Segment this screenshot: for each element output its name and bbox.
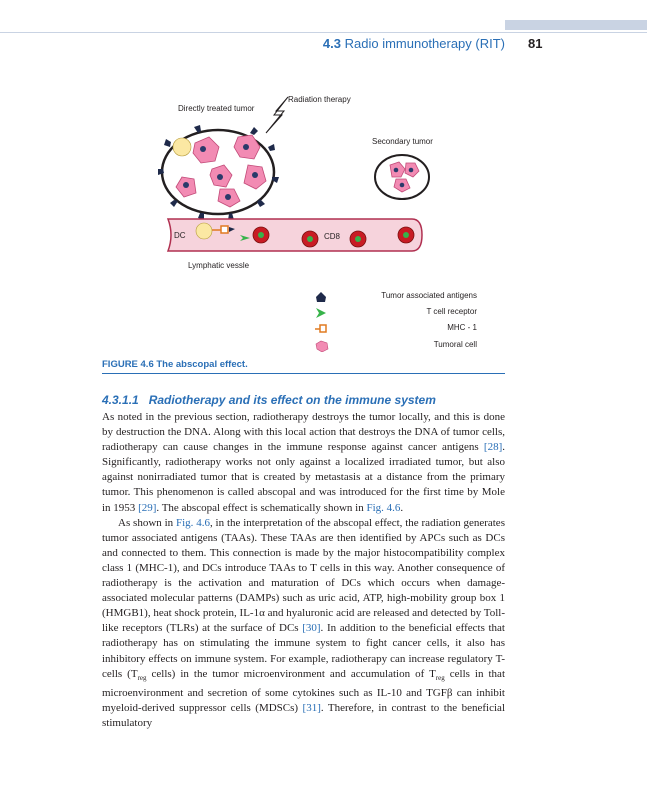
caption-rule (102, 373, 505, 374)
ref-29-link[interactable]: [29] (138, 501, 157, 514)
running-head-title: Radio immunotherapy (RIT) (344, 36, 505, 51)
label-cd8: CD8 (324, 232, 341, 241)
p2-text-f: . Therefore, in contrast to the beneficial stimulatory (102, 701, 505, 730)
ref-31-link[interactable]: [31] (302, 701, 321, 714)
header-rule (0, 32, 647, 33)
legend-label-mhc: MHC - 1 (447, 323, 477, 332)
running-head-number: 4.3 (322, 36, 341, 51)
paragraph-2 (102, 516, 505, 732)
p1-text-a: As noted in the previous section, radiotherapy destroys the tumor locally, and this is done by destruction the DNA. Along with this local action that destroys the DNA of tumor cells, radiotherapy can cause changes in the immune response against cancer antigens (102, 411, 505, 454)
legend-row-tumor (315, 340, 505, 354)
legend-row-mhc (315, 323, 505, 337)
legend-label-receptor: T cell receptor (426, 307, 477, 316)
section-number: 4.3.1.1 (102, 393, 139, 407)
p2-text-b: , in the interpretation of the abscopal effect, the radiation generates tumor associated antigens (TAAs). These TAAs are then identified by APCs such as DCs and connected to them. This connection is made by the major histocompatibility complex class 1 (MHC-1), and DCs introduce TAAs to T cells in this way. Another consequence of radiotherapy is the activation and maturation of DCs which occurs when damage-associated molecular patterns (DAMPs) such as uric acid, ATP, high-mobility group box 1 (HMGB1), heat shock protein, IL-1α and hyaluronic acid are released and detected by Toll-like receptors (TLRs) at the surface of DCs (102, 516, 505, 635)
figure-caption: FIGURE 4.6 The abscopal effect. (102, 359, 248, 370)
legend-row-receptor (315, 307, 505, 321)
radiation-bolt (266, 97, 288, 133)
abscopal-figure (100, 85, 520, 360)
tumor-cell-icon (315, 340, 329, 352)
label-radiation: Radiation therapy (288, 95, 351, 104)
p1-text-b: . Significantly, radiotherapy works not only against a localized irradiated tumor, but also against nonirradiated tumor that is created by metastasis at a distance from the primary tumor. This phenomenon is called abscopal and was introduced for the first time by Mole in 1953 (102, 441, 505, 514)
p2-text-a: As shown in (118, 516, 176, 529)
p2-text-d: cells) in the tumor microenvironment and accumulation of T (146, 667, 436, 680)
antigen-icon (315, 291, 327, 303)
section-heading (102, 393, 436, 407)
header-accent-bar (505, 20, 647, 30)
dying-cell (173, 138, 191, 156)
receptor-icon (315, 307, 327, 319)
p1-text-c: . The abscopal effect is schematically shown in (156, 501, 367, 514)
label-lymphatic: Lymphatic vessle (188, 261, 250, 270)
label-dc: DC (174, 231, 186, 240)
page-number: 81 (528, 36, 543, 51)
treg-subscript-2: reg (435, 673, 445, 682)
running-head (300, 36, 505, 51)
ref-30-link[interactable]: [30] (302, 622, 321, 635)
body-text (102, 410, 505, 731)
p2-text-e: cells in that microenvironment and secretion of some cytokines such as IL-10 and TGFβ can inhibit myeloid-derived suppressor cells (MDSCs) (102, 667, 505, 714)
section-title: Radiotherapy and its effect on the immune system (148, 393, 436, 407)
treg-subscript: reg (137, 673, 147, 682)
label-directly-treated: Directly treated tumor (178, 104, 255, 113)
ref-28-link[interactable]: [28] (483, 441, 503, 454)
fig-4-6-link-2[interactable]: Fig. 4.6 (175, 516, 210, 529)
fig-4-6-link[interactable]: Fig. 4.6 (366, 501, 401, 514)
p1-text-d: . (400, 501, 404, 514)
legend-row-antigens (315, 291, 505, 305)
label-secondary: Secondary tumor (372, 137, 433, 146)
paragraph-1 (102, 410, 505, 516)
mhc-icon (315, 323, 327, 335)
legend-label-tumor: Tumoral cell (433, 340, 477, 349)
p2-text-c: . In addition to the beneficial effects that radiotherapy has on stimulating the immune system to fight cancer cells, it also has inhibitory effects on immune system. For example, radiotherapy can increase regulatory T-cells (T (102, 622, 505, 680)
legend-label-antigens: Tumor associated antigens (381, 291, 477, 300)
